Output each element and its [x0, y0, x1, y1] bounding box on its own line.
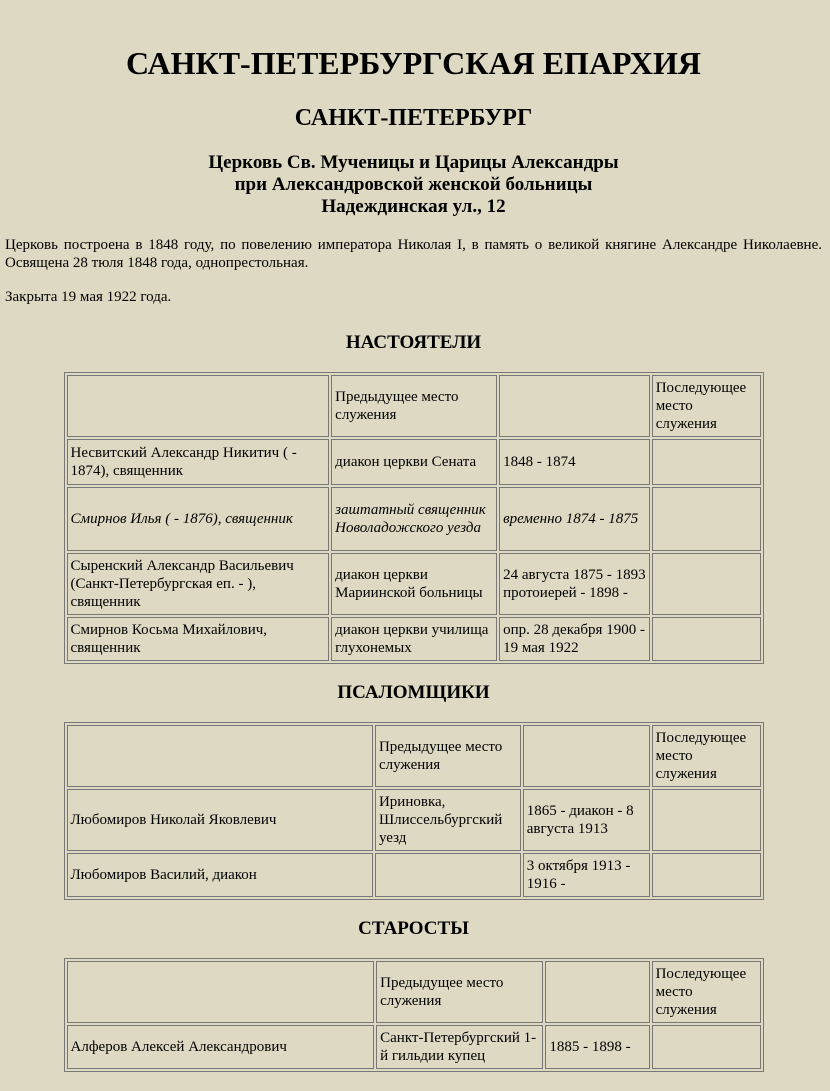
- church-heading: [5, 152, 822, 218]
- cell-period: 1885 - 1898 -: [545, 1025, 649, 1069]
- cell-next: [652, 789, 761, 851]
- header-period: [523, 725, 650, 787]
- cell-period: временно 1874 - 1875: [499, 487, 650, 551]
- header-name: [67, 961, 375, 1023]
- church-name-line2: при Александровской женской больницы: [234, 174, 593, 195]
- header-previous: Предыдущее место служения: [331, 375, 497, 437]
- cell-previous: диакон церкви Мариинской больницы: [331, 553, 497, 615]
- cell-next: [652, 617, 761, 661]
- cell-period: 24 августа 1875 - 1893 протоиерей - 1898 -: [499, 553, 650, 615]
- cell-name: Сыренский Александр Васильевич (Санкт-Петербургская еп. - ), священник: [67, 553, 330, 615]
- cell-name: Несвитский Александр Никитич ( - 1874), священник: [67, 439, 330, 485]
- table-header-row: [67, 375, 761, 437]
- wardens-heading: СТАРОСТЫ: [358, 918, 469, 939]
- table-row: [67, 853, 761, 897]
- cell-name: Смирнов Илья ( - 1876), священник: [67, 487, 330, 551]
- cell-next: [652, 1025, 761, 1069]
- header-next: Последующее место служения: [652, 961, 761, 1023]
- cell-period: 1865 - диакон - 8 августа 1913: [523, 789, 650, 851]
- rectors-table: [64, 372, 764, 664]
- table-row: [67, 439, 761, 485]
- church-description: Церковь построена в 1848 году, по повелению императора Николая I, в память о великой княгине Александре Николаевне. Освящена 28 тюля 1848 года, однопрестольная.: [5, 237, 822, 271]
- table-row: [67, 553, 761, 615]
- cell-next: [652, 853, 761, 897]
- header-next: Последующее место служения: [652, 725, 761, 787]
- city-title: САНКТ-ПЕТЕРБУРГ: [294, 105, 533, 131]
- cell-next: [652, 487, 761, 551]
- cell-period: 1848 - 1874: [499, 439, 650, 485]
- cell-period: опр. 28 декабря 1900 - 19 мая 1922: [499, 617, 650, 661]
- psalmists-table: [64, 722, 764, 900]
- cell-previous: Ириновка, Шлиссельбургский уезд: [375, 789, 521, 851]
- cell-next: [652, 439, 761, 485]
- cell-previous: диакон церкви училища глухонемых: [331, 617, 497, 661]
- table-row: [67, 617, 761, 661]
- header-name: [67, 375, 330, 437]
- page: [0, 44, 830, 1072]
- cell-period: 3 октября 1913 - 1916 -: [523, 853, 650, 897]
- table-row: [67, 1025, 761, 1069]
- eparchy-title: САНКТ-ПЕТЕРБУРГСКАЯ ЕПАРХИЯ: [125, 45, 701, 81]
- table-header-row: [67, 961, 761, 1023]
- header-period: [545, 961, 649, 1023]
- cell-previous: [375, 853, 521, 897]
- table-header-row: [67, 725, 761, 787]
- cell-previous: диакон церкви Сената: [331, 439, 497, 485]
- header-name: [67, 725, 373, 787]
- cell-next: [652, 553, 761, 615]
- cell-name: Алферов Алексей Александрович: [67, 1025, 375, 1069]
- church-closed-note: Закрыта 19 мая 1922 года.: [5, 289, 172, 305]
- header-previous: Предыдущее место служения: [376, 961, 543, 1023]
- header-previous: Предыдущее место служения: [375, 725, 521, 787]
- church-name-line1: Церковь Св. Мученицы и Царицы Александры: [208, 152, 619, 173]
- cell-name: Смирнов Косьма Михайлович, священник: [67, 617, 330, 661]
- wardens-table: [64, 958, 764, 1072]
- cell-name: Любомиров Василий, диакон: [67, 853, 373, 897]
- table-row: [67, 487, 761, 551]
- cell-previous: заштатный священник Новоладожского уезда: [331, 487, 497, 551]
- church-address: Надеждинская ул., 12: [321, 196, 506, 217]
- rectors-heading: НАСТОЯТЕЛИ: [345, 332, 482, 353]
- header-next: Последующее место служения: [652, 375, 761, 437]
- cell-name: Любомиров Николай Яковлевич: [67, 789, 373, 851]
- cell-previous: Санкт-Петербургский 1-й гильдии купец: [376, 1025, 543, 1069]
- table-row: [67, 789, 761, 851]
- header-period: [499, 375, 650, 437]
- psalmists-heading: ПСАЛОМЩИКИ: [337, 682, 490, 703]
